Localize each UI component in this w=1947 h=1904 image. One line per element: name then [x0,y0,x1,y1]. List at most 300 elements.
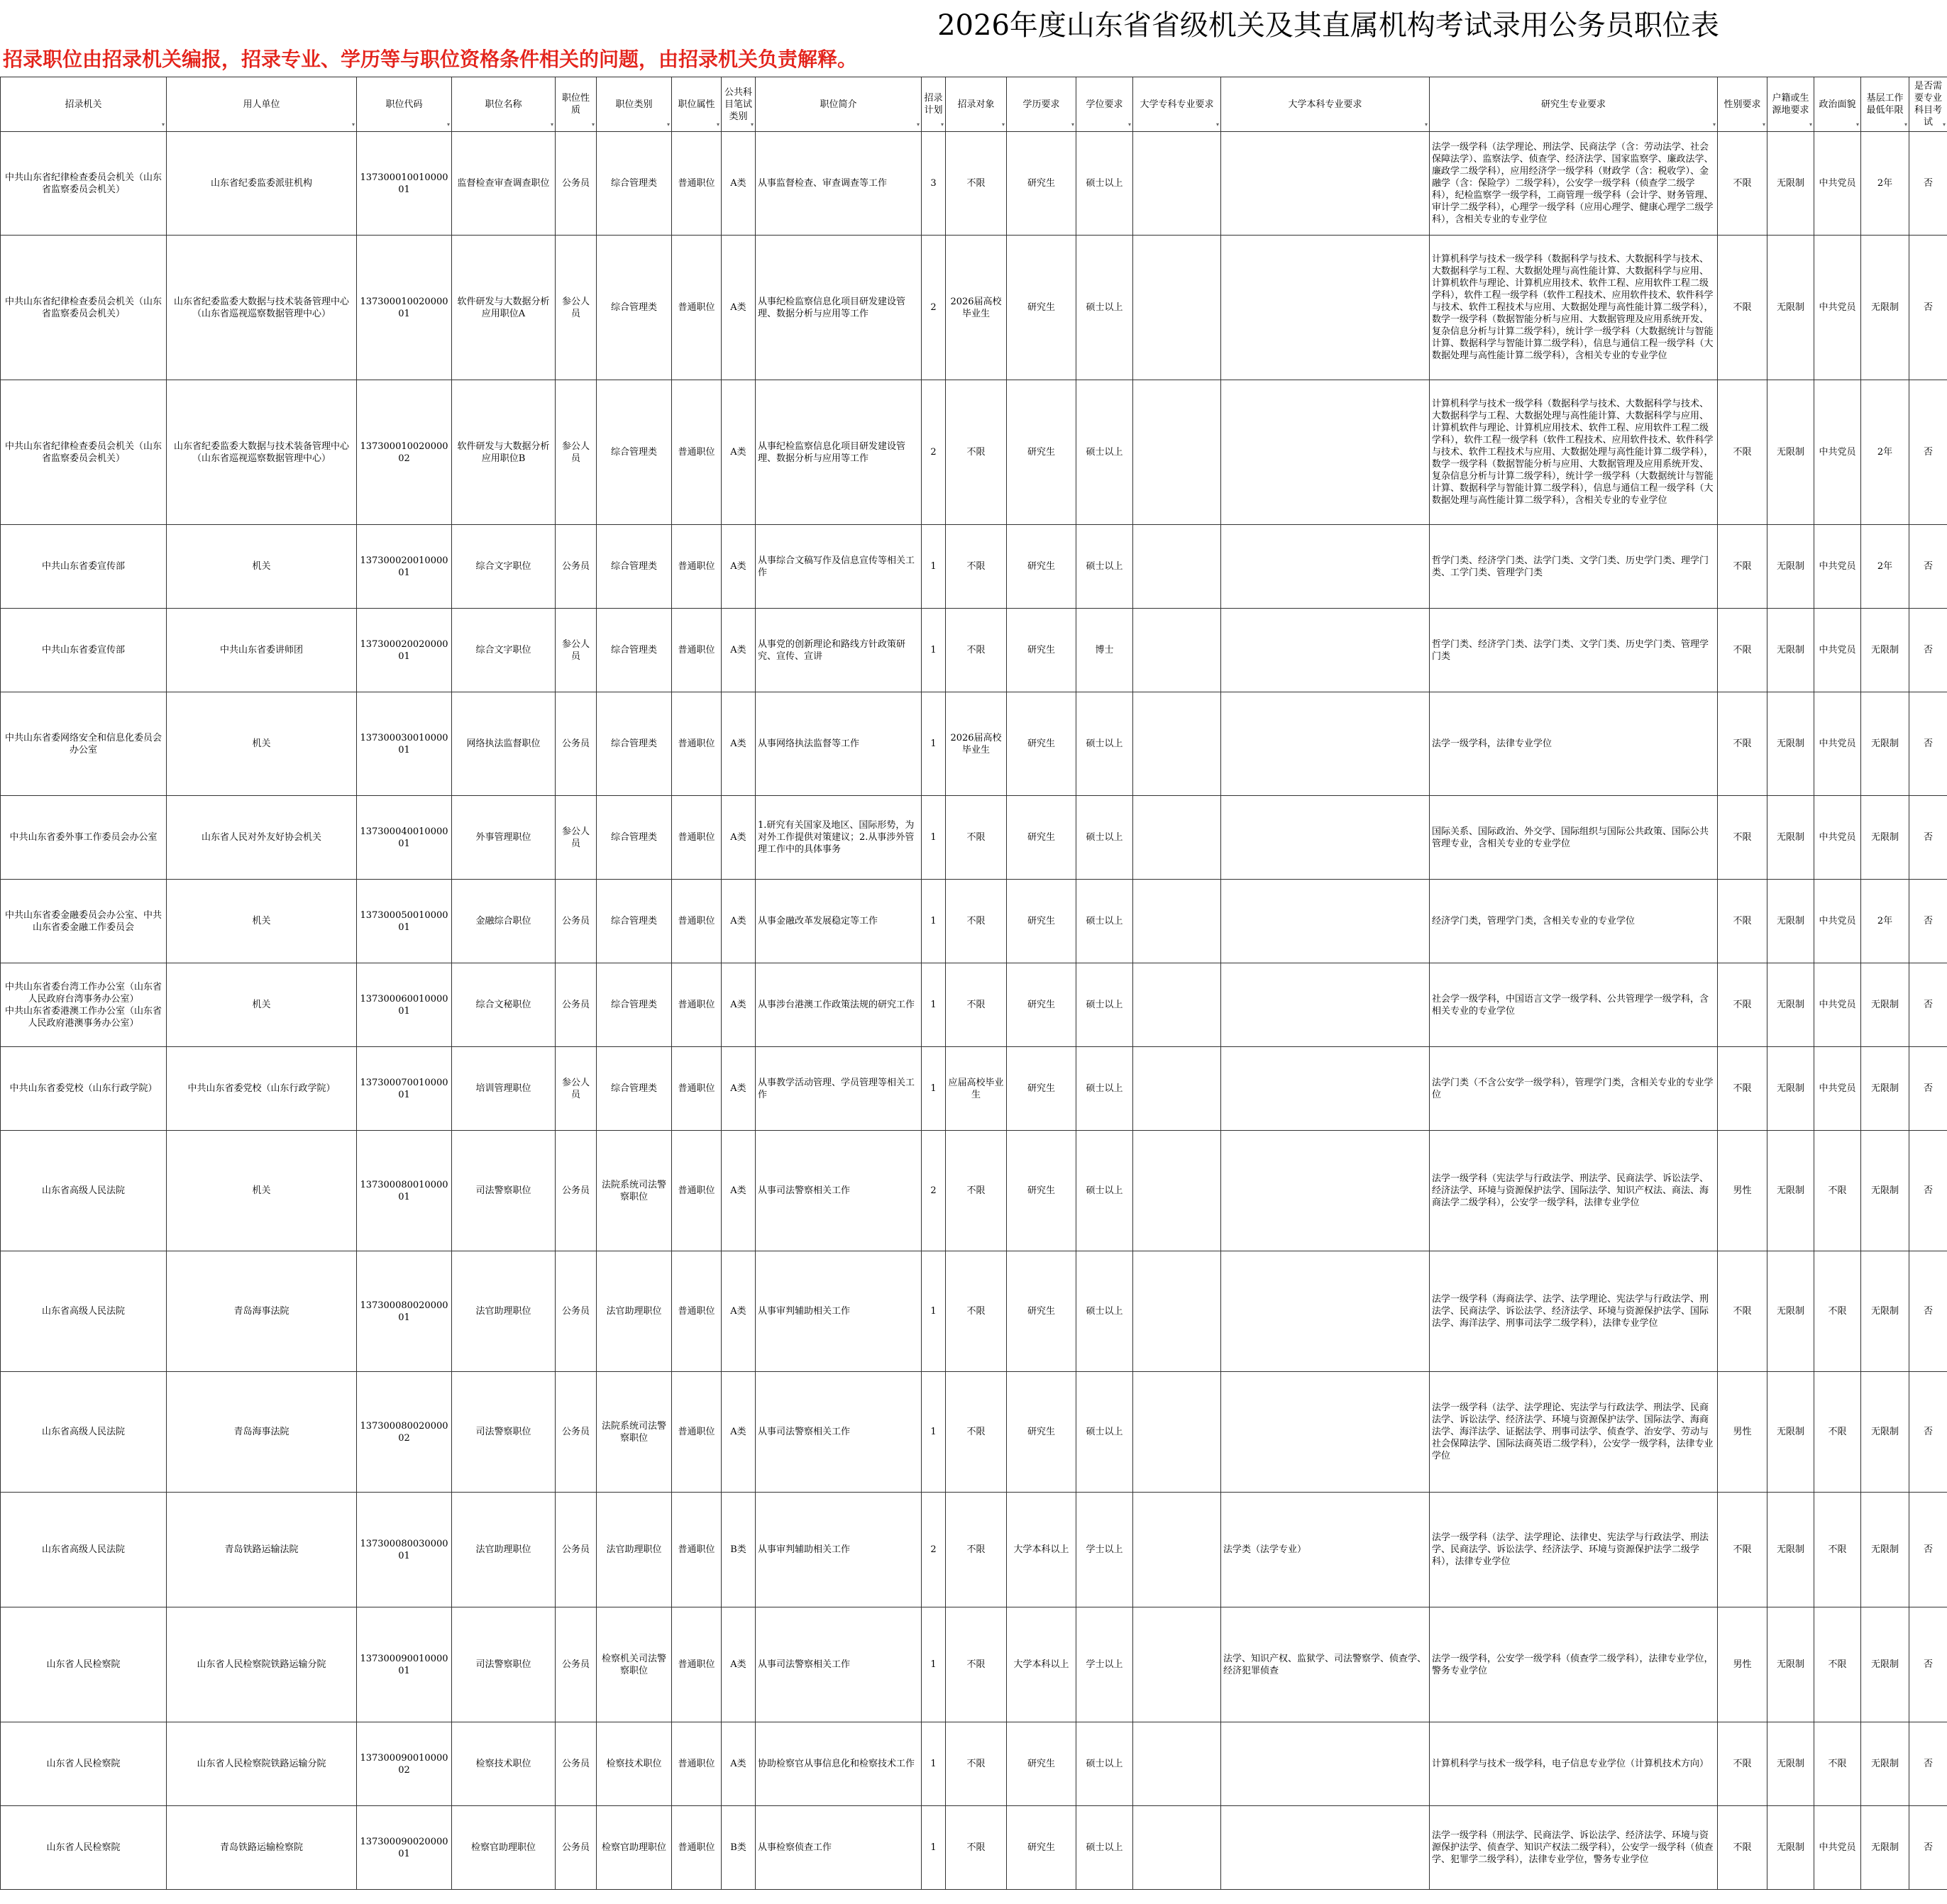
table-cell: 综合管理类 [597,880,672,963]
filter-dropdown-icon[interactable]: ▾ [1712,121,1716,128]
column-header[interactable] [1767,77,1814,132]
table-cell: 13730001002000001 [357,236,452,380]
table-cell: A类 [722,1722,756,1806]
table-cell: A类 [722,1372,756,1493]
table-cell: 1 [922,880,946,963]
filter-dropdown-icon[interactable]: ▾ [351,121,355,128]
table-cell [1221,1131,1430,1251]
table-cell: 软件研发与大数据分析应用职位B [452,380,556,525]
table-cell: 综合管理类 [597,236,672,380]
table-cell: 硕士以上 [1076,1806,1133,1890]
table-cell: 中共党员 [1814,1806,1861,1890]
table-cell: 法官助理职位 [452,1251,556,1372]
table-cell: 不限 [1814,1722,1861,1806]
table-cell: 从事金融改革发展稳定等工作 [756,880,922,963]
table-cell: 不限 [946,963,1007,1047]
table-cell: 不限 [946,1722,1007,1806]
table-cell: 研究生 [1007,236,1076,380]
table-cell: 不限 [946,796,1007,880]
table-cell: A类 [722,132,756,236]
column-header[interactable] [556,77,597,132]
table-row [1,963,1947,1047]
table-cell: 从事综合文稿写作及信息宣传等相关工作 [756,525,922,609]
column-header-label: 学历要求 [1022,99,1060,110]
table-cell: 无限制 [1767,880,1814,963]
table-cell: 学士以上 [1076,1607,1133,1722]
column-header-label: 职位代码 [385,99,423,110]
table-cell: 无限制 [1861,963,1909,1047]
table-cell: 否 [1909,380,1947,525]
table-cell [1221,963,1430,1047]
table-cell: 不限 [1814,1607,1861,1722]
table-cell [1221,1806,1430,1890]
table-cell: 中共党员 [1814,132,1861,236]
column-header[interactable] [1814,77,1861,132]
table-cell: 中共山东省委宣传部 [1,609,167,692]
table-cell: 综合文字职位 [452,525,556,609]
filter-dropdown-icon[interactable]: ▾ [750,121,754,128]
table-cell: 研究生 [1007,380,1076,525]
table-cell: 不限 [1814,1251,1861,1372]
table-cell: 研究生 [1007,132,1076,236]
table-cell: 不限 [1718,609,1767,692]
table-cell: 无限制 [1767,1047,1814,1131]
table-cell: 2年 [1861,880,1909,963]
table-cell [1133,236,1221,380]
table-cell: 中共党员 [1814,963,1861,1047]
table-cell: 研究生 [1007,692,1076,796]
table-cell: 中共山东省纪律检查委员会机关（山东省监察委员会机关） [1,236,167,380]
table-cell: 从事网络执法监督等工作 [756,692,922,796]
table-cell: 法学一级学科（海商法学、法学、法学理论、宪法学与行政法学、刑法学、民商法学、诉讼法学、经济法学、环境与资源保护法学、国际法学、海洋法学、刑事司法学二级学科），法律专业学位 [1430,1251,1718,1372]
column-header-label: 户籍或生源地要求 [1772,93,1809,116]
table-cell: 2 [922,1493,946,1607]
table-cell: 不限 [1814,1131,1861,1251]
table-cell: 无限制 [1767,796,1814,880]
table-cell: 计算机科学与技术一级学科（数据科学与技术、大数据科学与技术、大数据科学与工程、大数据处理与高性能计算、大数据科学与应用、计算机软件与理论、计算机应用技术、软件工程、应用软件工程二级学科），软件工程一级学科（软件工程技术、应用软件技术、软件科学与技术、软件工程技术与应用、大数据处理与高性能计算二级学科），数学一级学科（数据智能分析与应用、大数据管理及应用系统开发、复杂信息分析与计算二级学科），统计学一级学科（大数据统计与智能计算、数据科学与智能计算二级学科），信息与通信工程一级学科（大数据处理与高性能计算二级学科），含相关专业的专业学位 [1430,236,1718,380]
column-header[interactable] [1076,77,1133,132]
column-header[interactable] [167,77,357,132]
column-header-label: 性别要求 [1723,99,1761,110]
table-cell: 不限 [1718,880,1767,963]
filter-dropdown-icon[interactable]: ▾ [1071,121,1074,128]
table-cell: 2年 [1861,380,1909,525]
table-cell: 2年 [1861,525,1909,609]
column-header-label: 职位类别 [615,99,653,110]
column-header[interactable] [1861,77,1909,132]
filter-dropdown-icon[interactable]: ▾ [1904,121,1907,128]
column-header[interactable] [1221,77,1430,132]
filter-dropdown-icon[interactable]: ▾ [940,121,944,128]
table-cell [1133,1493,1221,1607]
table-cell: 否 [1909,796,1947,880]
table-cell: 大学本科以上 [1007,1493,1076,1607]
table-cell: 不限 [1718,132,1767,236]
table-row [1,880,1947,963]
table-cell: 13730008002000002 [357,1372,452,1493]
page-title: 2026年度山东省省级机关及其直属机构考试录用公务员职位表 [937,9,1719,42]
table-cell: 硕士以上 [1076,1251,1133,1372]
table-cell: 无限制 [1861,796,1909,880]
column-header[interactable] [597,77,672,132]
table-cell: 从事监督检查、审查调查等工作 [756,132,922,236]
table-cell: 13730009001000002 [357,1722,452,1806]
table-cell: 2026届高校毕业生 [946,236,1007,380]
table-cell: 无限制 [1767,132,1814,236]
table-cell [1133,1806,1221,1890]
table-cell: 硕士以上 [1076,692,1133,796]
table-cell: 检察官助理职位 [452,1806,556,1890]
column-header[interactable] [1007,77,1076,132]
table-cell: 1 [922,692,946,796]
table-cell: 中共山东省纪律检查委员会机关（山东省监察委员会机关） [1,380,167,525]
table-cell: 从事司法警察相关工作 [756,1372,922,1493]
table-cell: 否 [1909,1372,1947,1493]
table-cell: 中共山东省委台湾工作办公室（山东省人民政府台湾事务办公室） 中共山东省委港澳工作办公室（山东省人民政府港澳事务办公室） [1,963,167,1047]
table-cell: 13730002002000001 [357,609,452,692]
notice-text: 招录职位由招录机关编报，招录专业、学历等与职位资格条件相关的问题，由招录机关负责解释。 [3,48,858,71]
table-cell: 硕士以上 [1076,525,1133,609]
table-cell: 博士 [1076,609,1133,692]
table-cell [1221,1372,1430,1493]
column-header-label: 大学本科专业要求 [1288,99,1362,110]
table-cell: 不限 [1718,380,1767,525]
table-cell: 不限 [946,1806,1007,1890]
table-cell: 否 [1909,880,1947,963]
table-cell: 13730009001000001 [357,1607,452,1722]
table-cell [1221,525,1430,609]
table-cell: 2 [922,1131,946,1251]
table-cell: 无限制 [1767,1607,1814,1722]
table-cell: 否 [1909,1493,1947,1607]
column-header[interactable] [1430,77,1718,132]
table-cell: 1 [922,963,946,1047]
table-cell: 普通职位 [672,1722,722,1806]
table-cell: 不限 [946,1493,1007,1607]
table-row [1,1047,1947,1131]
column-header[interactable] [357,77,452,132]
table-cell: 公务员 [556,132,597,236]
table-cell: 研究生 [1007,963,1076,1047]
table-cell: 研究生 [1007,1372,1076,1493]
table-cell: 13730001001000001 [357,132,452,236]
filter-dropdown-icon[interactable]: ▾ [1424,121,1428,128]
table-cell: 1 [922,609,946,692]
table-cell: 公务员 [556,1372,597,1493]
filter-dropdown-icon[interactable]: ▾ [1942,121,1946,128]
table-cell: 否 [1909,1131,1947,1251]
table-cell: 山东省人民检察院 [1,1607,167,1722]
table-cell: 2 [922,380,946,525]
table-cell: 不限 [1718,1722,1767,1806]
table-cell [1133,796,1221,880]
table-cell: 普通职位 [672,1131,722,1251]
table-cell: 普通职位 [672,1607,722,1722]
column-header-label: 招录机关 [65,99,102,110]
column-header-label: 招录计划 [924,93,943,116]
column-header[interactable] [672,77,722,132]
table-cell: 中共党员 [1814,609,1861,692]
table-row [1,1251,1947,1372]
table-cell: 学士以上 [1076,1493,1133,1607]
filter-dropdown-icon[interactable]: ▾ [666,121,670,128]
column-header-label: 研究生专业要求 [1540,99,1606,110]
table-cell: 公务员 [556,1806,597,1890]
table-cell: 综合管理类 [597,609,672,692]
filter-dropdown-icon[interactable]: ▾ [716,121,719,128]
table-cell: 参公人员 [556,380,597,525]
table-cell: 法院系统司法警察职位 [597,1372,672,1493]
table-cell: 不限 [1718,963,1767,1047]
table-cell: 从事审判辅助相关工作 [756,1251,922,1372]
table-cell: 法学一级学科（法学、法学理论、宪法学与行政法学、刑法学、民商法学、诉讼法学、经济法学、环境与资源保护法学、国际法学、海商法学、海洋法学、证据法学、刑事司法学、侦查学、治安学、劳动与社会保障法学、国际法商英语二级学科），公安学一级学科，法律专业学位 [1430,1372,1718,1493]
table-cell: 否 [1909,609,1947,692]
table-cell: 中共党员 [1814,796,1861,880]
table-cell [1221,380,1430,525]
table-cell: 从事司法警察相关工作 [756,1131,922,1251]
table-cell [1221,1251,1430,1372]
table-cell: 否 [1909,1251,1947,1372]
table-cell: 13730008003000001 [357,1493,452,1607]
table-cell: 哲学门类、经济学门类、法学门类、文学门类、历史学门类、管理学门类 [1430,609,1718,692]
table-cell: 山东省纪委监委大数据与技术装备管理中心（山东省巡视巡察数据管理中心） [167,380,357,525]
column-header-label: 招录对象 [957,99,995,110]
table-cell: 公务员 [556,1131,597,1251]
table-cell: 法院系统司法警察职位 [597,1131,672,1251]
table-cell: 研究生 [1007,1722,1076,1806]
table-cell: 无限制 [1861,692,1909,796]
filter-dropdown-icon[interactable]: ▾ [1001,121,1005,128]
table-cell: 参公人员 [556,236,597,380]
filter-dropdown-icon[interactable]: ▾ [1855,121,1859,128]
table-cell [1221,1047,1430,1131]
table-cell: 13730007001000001 [357,1047,452,1131]
table-cell: 男性 [1718,1607,1767,1722]
table-cell: 不限 [1718,692,1767,796]
table-cell: 不限 [946,132,1007,236]
table-cell: 机关 [167,525,357,609]
table-cell: 普通职位 [672,236,722,380]
table-cell: B类 [722,1493,756,1607]
table-cell: 青岛海事法院 [167,1251,357,1372]
table-cell: 公务员 [556,1607,597,1722]
column-header-label: 公共科目笔试类别 [724,87,752,122]
table-cell: 中共山东省委党校（山东行政学院） [1,1047,167,1131]
table-cell: 山东省人民检察院铁路运输分院 [167,1722,357,1806]
table-cell: 中共山东省委外事工作委员会办公室 [1,796,167,880]
position-table-container [0,77,1947,1890]
table-cell: 研究生 [1007,1806,1076,1890]
table-cell: 司法警察职位 [452,1372,556,1493]
table-cell: 硕士以上 [1076,1372,1133,1493]
table-cell: 研究生 [1007,1131,1076,1251]
table-cell: 1 [922,796,946,880]
table-cell: 研究生 [1007,1047,1076,1131]
table-cell [1221,796,1430,880]
table-cell: 男性 [1718,1372,1767,1493]
table-row [1,1372,1947,1493]
table-cell: B类 [722,1806,756,1890]
table-cell: 不限 [946,525,1007,609]
table-cell: 1 [922,1372,946,1493]
table-cell: 否 [1909,1047,1947,1131]
filter-dropdown-icon[interactable]: ▾ [1762,121,1765,128]
table-cell [1221,1722,1430,1806]
table-cell: 无限制 [1767,236,1814,380]
table-cell: 山东省高级人民法院 [1,1372,167,1493]
table-cell: 硕士以上 [1076,236,1133,380]
column-header[interactable] [946,77,1007,132]
table-cell: 普通职位 [672,1251,722,1372]
table-cell: 不限 [946,880,1007,963]
table-cell: 硕士以上 [1076,963,1133,1047]
table-cell: 综合管理类 [597,132,672,236]
column-header[interactable] [756,77,922,132]
column-header-label: 职位简介 [820,99,857,110]
table-cell: 不限 [946,1251,1007,1372]
column-header[interactable] [1133,77,1221,132]
table-cell: 普通职位 [672,380,722,525]
table-cell: 普通职位 [672,1372,722,1493]
table-cell: 研究生 [1007,525,1076,609]
table-cell: 13730005001000001 [357,880,452,963]
table-cell: 中共党员 [1814,880,1861,963]
table-cell: 从事司法警察相关工作 [756,1607,922,1722]
table-cell: 否 [1909,1607,1947,1722]
table-cell: 否 [1909,1806,1947,1890]
table-cell: A类 [722,1131,756,1251]
table-cell: 中共山东省委党校（山东行政学院） [167,1047,357,1131]
table-cell: 13730002001000001 [357,525,452,609]
column-header-label: 基层工作最低年限 [1866,93,1904,116]
table-cell: 研究生 [1007,609,1076,692]
table-cell: 硕士以上 [1076,1131,1133,1251]
table-row [1,796,1947,880]
table-cell: 法学一级学科（法学、法学理论、法律史、宪法学与行政法学、刑法学、民商法学、诉讼法学、经济法学、环境与资源保护法学二级学科），法律专业学位 [1430,1493,1718,1607]
filter-dropdown-icon[interactable]: ▾ [550,121,553,128]
table-cell: A类 [722,963,756,1047]
table-cell: 1 [922,1607,946,1722]
table-cell: 公务员 [556,1722,597,1806]
table-cell [1221,692,1430,796]
filter-dropdown-icon[interactable]: ▾ [161,121,165,128]
column-header[interactable] [452,77,556,132]
table-cell: 13730006001000001 [357,963,452,1047]
table-cell: 普通职位 [672,609,722,692]
table-cell: 无限制 [1767,963,1814,1047]
filter-dropdown-icon[interactable]: ▾ [591,121,595,128]
table-cell: 硕士以上 [1076,132,1133,236]
table-cell: 不限 [946,1131,1007,1251]
table-cell: 13730001002000002 [357,380,452,525]
column-header[interactable] [722,77,756,132]
table-cell: 不限 [946,1372,1007,1493]
table-header-row [1,77,1947,132]
filter-dropdown-icon[interactable]: ▾ [1127,121,1131,128]
table-cell: 网络执法监督职位 [452,692,556,796]
table-cell [1221,132,1430,236]
table-cell: 综合管理类 [597,1047,672,1131]
table-cell: 法学一级学科（法学理论、刑法学、民商法学（含：劳动法学、社会保障法学）、监察法学、侦查学、经济法学、国家监察学、廉政法学、廉政学二级学科），应用经济学一级学科（财政学（含：税收学）、金融学（含：保险学）二级学科），公安学一级学科（侦查学二级学科），纪检监察学一级学科，工商管理一级学科（会计学、财务管理、审计学二级学科），心理学一级学科（应用心理学、健康心理学二级学科），含相关专业的专业学位 [1430,132,1718,236]
filter-dropdown-icon[interactable]: ▾ [916,121,920,128]
table-cell: 国际关系、国际政治、外交学、国际组织与国际公共政策、国际公共管理专业，含相关专业的专业学位 [1430,796,1718,880]
table-cell: 山东省纪委监委派驻机构 [167,132,357,236]
table-cell: 研究生 [1007,880,1076,963]
table-cell: 不限 [1718,1806,1767,1890]
filter-dropdown-icon[interactable]: ▾ [1215,121,1219,128]
table-cell: 硕士以上 [1076,880,1133,963]
table-row [1,1131,1947,1251]
table-cell: 法学一级学科，法律专业学位 [1430,692,1718,796]
table-cell: 从事教学活动管理、学员管理等相关工作 [756,1047,922,1131]
column-header-label: 是否需要专业科目考试 [1914,81,1942,128]
table-cell: 山东省人民对外友好协会机关 [167,796,357,880]
table-cell [1133,380,1221,525]
table-cell: 不限 [946,1607,1007,1722]
table-cell: 中共党员 [1814,380,1861,525]
column-header[interactable] [1718,77,1767,132]
table-cell: 否 [1909,525,1947,609]
table-cell: 1 [922,1722,946,1806]
table-cell: 无限制 [1861,1372,1909,1493]
table-cell [1221,880,1430,963]
column-header[interactable] [1,77,167,132]
table-cell: 硕士以上 [1076,1047,1133,1131]
table-cell: 大学本科以上 [1007,1607,1076,1722]
table-cell: 硕士以上 [1076,796,1133,880]
table-cell: 无限制 [1767,1131,1814,1251]
table-cell: 中共山东省委网络安全和信息化委员会办公室 [1,692,167,796]
table-cell: 山东省纪委监委大数据与技术装备管理中心（山东省巡视巡察数据管理中心） [167,236,357,380]
table-cell: 协助检察官从事信息化和检察技术工作 [756,1722,922,1806]
table-cell [1133,1722,1221,1806]
table-cell: 否 [1909,963,1947,1047]
table-cell: 山东省人民检察院铁路运输分院 [167,1607,357,1722]
table-cell: 法官助理职位 [597,1493,672,1607]
table-cell: A类 [722,1251,756,1372]
table-cell: 不限 [1814,1493,1861,1607]
filter-dropdown-icon[interactable]: ▾ [446,121,450,128]
table-cell: A类 [722,1047,756,1131]
table-cell: 普通职位 [672,132,722,236]
table-cell: 综合管理类 [597,963,672,1047]
table-cell [1133,132,1221,236]
filter-dropdown-icon[interactable]: ▾ [1809,121,1812,128]
table-cell: 普通职位 [672,880,722,963]
table-cell: A类 [722,1607,756,1722]
table-cell: 从事纪检监察信息化项目研发建设管理、数据分析与应用等工作 [756,236,922,380]
table-cell: 公务员 [556,692,597,796]
table-cell: 无限制 [1767,1251,1814,1372]
table-cell: 无限制 [1767,1806,1814,1890]
table-cell: 无限制 [1861,1131,1909,1251]
table-cell: 否 [1909,236,1947,380]
table-cell: 综合管理类 [597,692,672,796]
column-header-label: 大学专科专业要求 [1140,99,1214,110]
table-cell: 检察机关司法警察职位 [597,1607,672,1722]
column-header-label: 学位要求 [1086,99,1123,110]
column-header[interactable] [922,77,946,132]
table-cell: 青岛铁路运输法院 [167,1493,357,1607]
table-cell: 普通职位 [672,963,722,1047]
table-cell: 硕士以上 [1076,380,1133,525]
column-header[interactable] [1909,77,1947,132]
table-cell: 软件研发与大数据分析应用职位A [452,236,556,380]
column-header-label: 政治面貌 [1819,99,1856,110]
table-cell: 2年 [1861,132,1909,236]
table-cell: 司法警察职位 [452,1131,556,1251]
table-cell: 法官助理职位 [452,1493,556,1607]
